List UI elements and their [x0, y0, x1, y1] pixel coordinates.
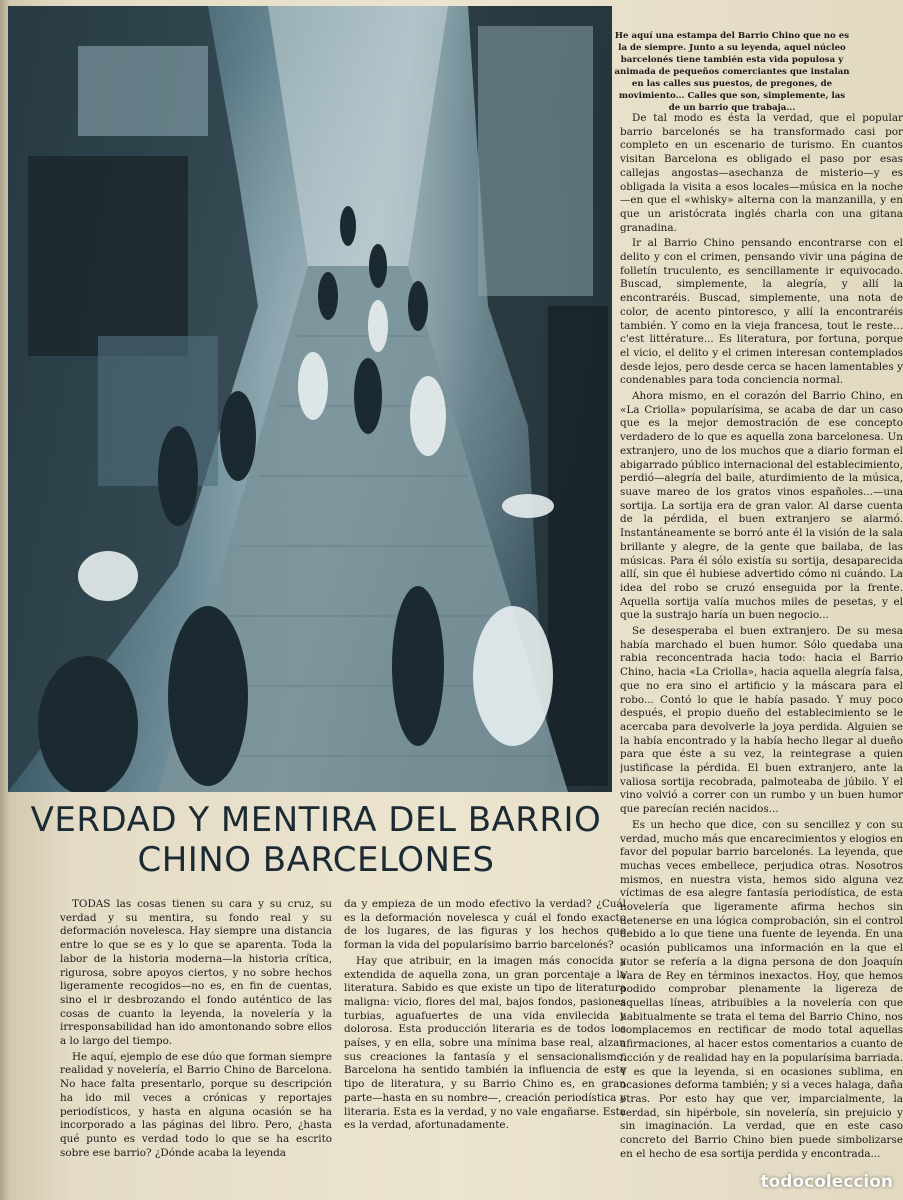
article-column-bottom-left: [60, 898, 332, 1160]
article-column-right: [620, 112, 903, 1200]
photo-caption: He aquí una estampa del Barrio Chino que no es la de siempre. Junto a su leyenda, aquel núcleo barcelonés tiene también esta vida populosa y animada de pequeños comerciantes que instalan en las calles sus puestos, de pregones, de movimiento... Calles que son, simplemente, las de un barrio que trabaja...: [614, 31, 850, 113]
paragraph: da y empieza de un modo efectivo la verdad? ¿Cuál es la deformación novelesca y cuál el fondo exacto de los lugares, de las figuras y los hechos que forman la vida del popularísimo barrio barcelonés?: [344, 898, 626, 952]
paragraph: Es un hecho que dice, con su sencillez y con su verdad, mucho más que encarecimientos y elogios en favor del popular barrio barcelonés. La leyenda, que muchas veces embellece, perjudica otras. Nosotros mismos, en nuestra vista, hemos sido alguna vez víctimas de esa alegre fantasía periodística, de esta novelería que ligeramente afirma hechos sin detenerse en una lógica comprobación, sin el control debido a lo que tiene una fuente de leyenda. En una ocasión publicamos una información en la que el autor se refería a la digna persona de don Joaquín Vara de Rey en términos inexactos. Hoy, que hemos podido comprobar plenamente la ligereza de aquellas líneas, atribuibles a la novelería con que habitualmente se trata el tema del Barrio Chino, nos complacemos en rectificar de modo total aquellas afirmaciones, al hacer estos comentarios a cuanto de ficción y de realidad hay en la popularísima barriada. Y es que la leyenda, si en ocasiones sublima, en ocasiones deforma también; y si a veces halaga, daña otras. Por esto hay que ver, imparcialmente, la verdad, sin hipérbole, sin novelería, sin prejuicio y sin imaginación. La verdad, que en este caso concreto del Barrio Chino bien puede simbolizarse en el hecho de esa sortija perdida y encontrada...: [620, 818, 903, 1160]
street-scene-illustration: [8, 6, 612, 792]
paragraph: Se desesperaba el buen extranjero. De su mesa había marchado el buen humor. Sólo quedaba una rabia reconcentrada hacia todo: hacia el Barrio Chino, hacia «La Criolla», hacia aquella alegría falsa, que no era sino el artificio y la máscara para el robo... Contó lo que le había pasado. Y muy poco después, el propio dueño del establecimiento se le acercaba para devolverle la joya perdida. Alguien se la había encontrado y la había hecho llegar al dueño para que éste a su vez, la reintegrase a quien justificase la pérdida. El buen extranjero, ante la valiosa sortija recobrada, palmoteaba de júbilo. Y el vino volvió a correr con un rumbo y un buen humor que parecían recién nacidos...: [620, 625, 903, 816]
headline-line-1: VERDAD Y MENTIRA DEL BARRIO: [30, 800, 602, 840]
paragraph: Ahora mismo, en el corazón del Barrio Chino, en «La Criolla» popularísima, se acaba de dar un caso que es la mejor demostración de ese concepto verdadero de lo que es aquella zona barcelonesa. Un extranjero, uno de los muchos que a diario forman el abigarrado público internacional del establecimiento, perdió—alegría del baile, aturdimiento de la música, suave mareo de los gratos vinos españoles...—una sortija. La sortija era de gran valor. Al darse cuenta de la pérdida, el buen extranjero se alarmó. Instantáneamente se borró ante él la visión de la sala brillante y alegre, de la gente que bailaba, de las músicas. Para él sólo existía su sortija, desaparecida allí, sin que él hubiese advertido cómo ni cuándo. La idea del robo se cruzó enseguida por la frente. Aquella sortija valía muchos miles de pesetas, y el que la sustrajo haría un buen negocio...: [620, 390, 903, 622]
paragraph: Hay que atribuir, en la imagen más conocida y extendida de aquella zona, un gran porcentaje a la literatura. Sabido es que existe un tipo de literatura maligna: vicio, flores del mal, bajos fondos, pasiones turbias, aguafuertes de una vida envilecida y dolorosa. Esta producción literaria es de todos los países, y en ella, sobre una mínima base real, alzan sus creaciones la fantasía y el sensacionalismo. Barcelona ha sentido también la influencia de este tipo de literatura, y su Barrio Chino es, en gran parte—hasta en su nombre—, creación periodística y literaria. Esta es la verdad, y no vale engañarse. Esta es la verdad, afortunadamente.: [344, 954, 626, 1132]
paragraph: TODAS las cosas tienen su cara y su cruz, su verdad y su mentira, su fondo real y su deformación novelesca. Hay siempre una distancia entre lo que se es y lo que se aparenta. Toda la labor de la historia moderna—la historia crítica, rigurosa, sobre apoyos ciertos, y no sobre hechos ligeramente recogidos—no es, en fin de cuentas, sino el ir desbrozando el fondo auténtico de las cosas de cuanto la leyenda, la novelería y la irresponsabilidad han ido amontonando sobre ellos a lo largo del tiempo.: [60, 898, 332, 1048]
article-column-bottom-middle: [344, 898, 626, 1133]
paragraph: Ir al Barrio Chino pensando encontrarse con el delito y con el crimen, pensando vivir una página de folletín truculento, es sencillamente ir equivocado. Buscad, simplemente, la alegría, y allí la encontraréis. Buscad, simplemente, una nota de color, de acento pintoresco, y allí la encontraréis también. Y como en la vieja francesa, tout le reste... c'est littérature... Es literatura, por fortuna, porque el vicio, el delito y el crimen interesan contemplados desde lejos, pero desde cerca se hacen lamentables y condenables para toda conciencia normal.: [620, 237, 903, 387]
paragraph: De tal modo es ésta la verdad, que el popular barrio barcelonés se ha transformado casi por completo en un escenario de turismo. En cuantos visitan Barcelona es obligado el paso por esas callejas angostas—asechanza de misterio—y es obligada la visita a esos locales—música en la noche—en que el «whisky» alterna con la manzanilla, y en que un aristócrata inglés charla con una gitana granadina.: [620, 112, 903, 234]
article-headline: [12, 800, 620, 880]
paragraph: He aquí, ejemplo de ese dúo que forman siempre realidad y novelería, el Barrio Chino de Barcelona. No hace falta presentarlo, porque su descripción ha ido mil veces a crónicas y reportajes periodísticos, y hasta en alguna ocasión se ha incorporado a las páginas del libro. Pero, ¿hasta qué punto es verdad todo lo que se ha escrito sobre ese barrio? ¿Dónde acaba la leyenda: [60, 1050, 332, 1159]
headline-line-2: CHINO BARCELONES: [137, 840, 495, 880]
watermark: todocoleccion: [760, 1172, 893, 1192]
street-photograph: [8, 6, 612, 792]
